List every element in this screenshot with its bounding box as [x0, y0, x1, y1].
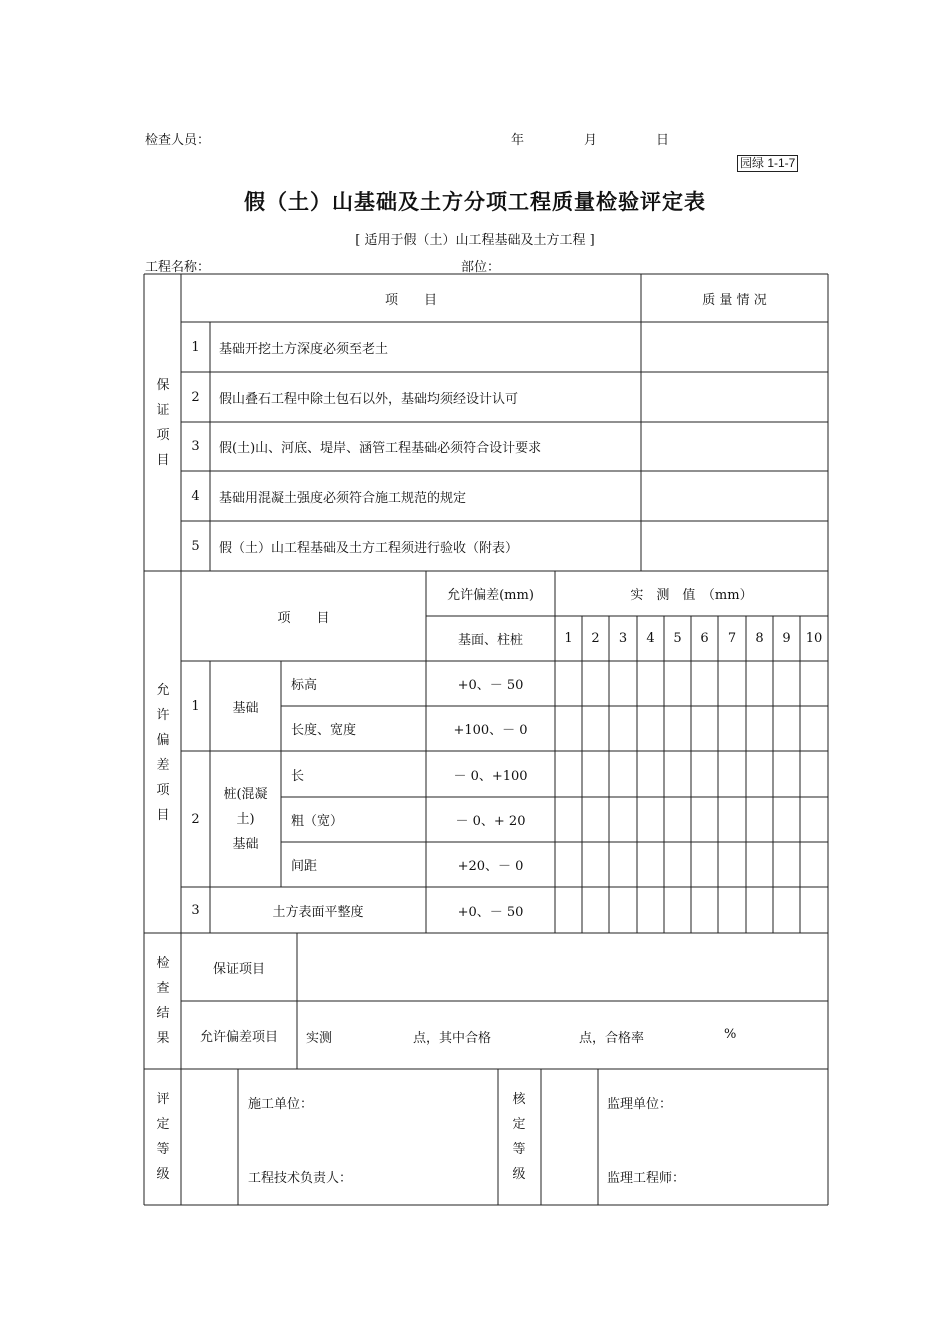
tolerance-row-value: － 0、+ 20	[455, 814, 526, 829]
guarantee-row-text: 假山叠石工程中除土包石以外，基础均须经设计认可	[219, 391, 519, 407]
guarantee-header-item: 项 目	[384, 292, 437, 308]
grade-char: 定	[156, 1117, 170, 1132]
measured-column-header: 10	[805, 631, 823, 646]
tolerance-row-value: +100、－ 0	[453, 723, 528, 738]
guarantee-row-no: 1	[191, 339, 200, 355]
tolerance-header-measured: 实 测 值 （mm）	[630, 588, 753, 603]
grade-char: 等	[156, 1142, 170, 1157]
measured-column-header: 4	[646, 631, 655, 646]
guarantee-char: 保	[156, 378, 170, 393]
inspector-label: 检查人员：	[145, 133, 211, 148]
guarantee-header-quality: 质 量 情 况	[702, 292, 767, 308]
subtitle: [ 适用于假（土）山工程基础及土方工程 ]	[355, 233, 595, 248]
tolerance-side-label	[153, 678, 173, 828]
page-title: 假（土）山基础及土方分项工程质量检验评定表	[244, 190, 706, 214]
tolerance-row-value: +0、－ 50	[457, 904, 524, 920]
tolerance-row-item: 标高	[291, 678, 318, 693]
tolerance-row-item: 间距	[291, 859, 318, 874]
measured-column-header: 3	[618, 631, 628, 646]
check-char: 查	[156, 981, 170, 996]
tolerance-group-name	[210, 751, 281, 887]
supervisor-label: 监理单位：	[607, 1097, 673, 1112]
verify-char: 级	[512, 1167, 526, 1182]
verify-char: 定	[512, 1117, 526, 1132]
tolerance-row-item: 长度、宽度	[291, 723, 357, 738]
tolerance-char: 偏	[156, 733, 170, 748]
tolerance-group-no: 3	[191, 902, 200, 918]
guarantee-row-text: 基础开挖土方深度必须至老土	[219, 341, 389, 357]
check-points-rate-label: 点，合格率	[579, 1031, 645, 1046]
tolerance-group-name: 基础	[232, 700, 259, 716]
tolerance-header-item: 项 目	[277, 610, 330, 626]
guarantee-char: 证	[156, 403, 170, 418]
guarantee-char: 项	[156, 428, 170, 443]
group-name-line: 土)	[236, 811, 255, 827]
group-name-line: 基础	[232, 836, 259, 852]
tolerance-group-no: 1	[191, 698, 200, 714]
tolerance-char: 项	[156, 783, 170, 798]
check-char: 果	[156, 1031, 170, 1046]
measured-column-header: 6	[700, 631, 709, 646]
measured-column-header: 2	[591, 631, 600, 646]
measured-column-header: 9	[782, 631, 791, 646]
grade-side-label	[153, 1087, 173, 1187]
guarantee-row-text: 基础用混凝土强度必须符合施工规范的规定	[219, 490, 467, 506]
grade-char: 评	[156, 1092, 170, 1107]
measured-column-header: 5	[673, 631, 682, 646]
form-code: 园绿 1-1-7	[737, 155, 798, 172]
tolerance-group-no: 2	[191, 811, 200, 827]
guarantee-side-label	[153, 373, 173, 473]
tolerance-row-value: +20、－ 0	[457, 859, 524, 874]
check-tolerance-label: 允许偏差项目	[199, 1029, 278, 1045]
tolerance-char: 允	[156, 683, 170, 698]
month-label: 月	[584, 133, 598, 148]
measured-column-header: 1	[564, 631, 573, 646]
location-label: 部位：	[461, 260, 501, 275]
guarantee-row-no: 5	[191, 538, 200, 554]
group-name-line: 桩(混凝	[223, 786, 268, 802]
check-guarantee-label: 保证项目	[212, 961, 265, 977]
tolerance-char: 目	[156, 808, 170, 823]
tech-lead-label: 工程技术负责人：	[248, 1171, 353, 1186]
check-measured-label: 实测	[306, 1031, 333, 1046]
engineer-label: 监理工程师：	[607, 1171, 686, 1186]
tolerance-row-value: +0、－ 50	[457, 678, 524, 693]
tolerance-row-item: 长	[291, 768, 305, 784]
tolerance-header-allow: 允许偏差(mm)	[447, 588, 534, 603]
measured-column-header: 8	[755, 631, 764, 646]
guarantee-row-no: 4	[191, 488, 200, 504]
guarantee-row-no: 2	[191, 389, 200, 405]
check-points-pass-label: 点，其中合格	[413, 1031, 492, 1046]
year-label: 年	[511, 133, 525, 148]
tolerance-group-name: 土方表面平整度	[272, 904, 364, 920]
verify-char: 核	[512, 1092, 526, 1107]
project-name-label: 工程名称：	[145, 260, 211, 275]
check-char: 检	[156, 956, 170, 971]
contractor-label: 施工单位：	[248, 1097, 314, 1112]
day-label: 日	[656, 133, 670, 148]
grade-char: 级	[156, 1167, 170, 1182]
check-result-side-label	[153, 951, 173, 1051]
tolerance-row-value: － 0、+100	[453, 768, 528, 784]
tolerance-char: 差	[156, 758, 170, 773]
check-percent-label: %	[724, 1027, 737, 1042]
guarantee-row-text: 假（土）山工程基础及土方工程须进行验收（附表）	[219, 540, 519, 556]
guarantee-row-text: 假(土)山、河底、堤岸、涵管工程基础必须符合设计要求	[219, 441, 542, 456]
verify-char: 等	[512, 1142, 526, 1157]
check-char: 结	[156, 1006, 170, 1021]
verify-grade-label	[509, 1087, 529, 1187]
measured-column-header: 7	[727, 631, 737, 646]
tolerance-header-sub: 基面、柱桩	[457, 633, 523, 648]
guarantee-char: 目	[156, 453, 170, 468]
tolerance-row-item: 粗（宽）	[291, 814, 344, 829]
tolerance-char: 许	[156, 708, 170, 723]
guarantee-row-no: 3	[191, 439, 200, 454]
